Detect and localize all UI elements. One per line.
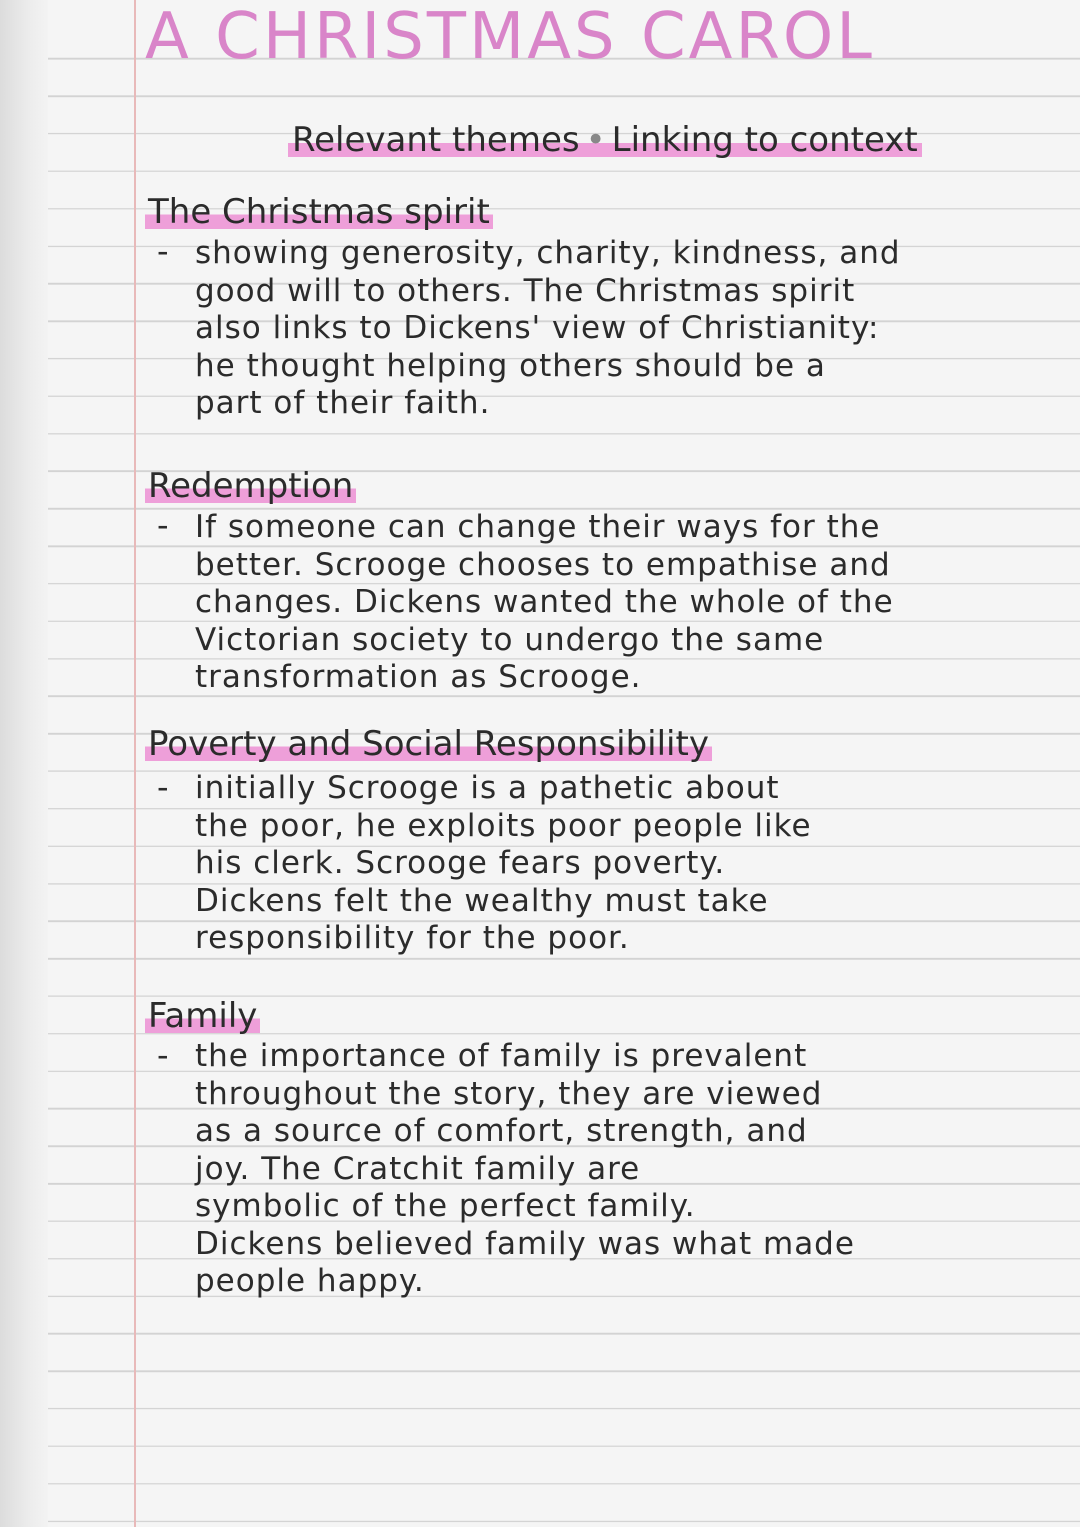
notebook-spine bbox=[0, 0, 48, 1527]
text-line: symbolic of the perfect family. bbox=[195, 1188, 696, 1224]
text-line: throughout the story, they are viewed bbox=[195, 1075, 823, 1112]
text-line: joy. The Cratchit family are bbox=[195, 1150, 641, 1187]
text-line: people happy. bbox=[195, 1263, 425, 1299]
text-line: Dickens felt the wealthy must take bbox=[195, 882, 769, 919]
bullet-family: - bbox=[157, 1036, 169, 1074]
page-title: A CHRISTMAS CAROL bbox=[145, 0, 875, 74]
text-line: the importance of family is prevalent bbox=[195, 1038, 808, 1074]
text-line: as a source of comfort, strength, and bbox=[195, 1113, 808, 1149]
text-line: Dickens believed family was what made bbox=[195, 1225, 855, 1262]
subtitle bbox=[288, 120, 922, 160]
text-line: the poor, he exploits poor people like bbox=[195, 807, 812, 844]
heading-family: Family bbox=[145, 996, 260, 1036]
text-christmas-spirit bbox=[195, 235, 901, 423]
text-line: also links to Dickens' view of Christianity: bbox=[195, 310, 880, 346]
text-line: showing generosity, charity, kindness, and bbox=[195, 235, 901, 271]
subtitle-themes: Relevant themes bbox=[292, 120, 580, 160]
text-family bbox=[195, 1038, 855, 1301]
text-line: changes. Dickens wanted the whole of the bbox=[195, 584, 894, 620]
text-line: part of their faith. bbox=[195, 385, 491, 421]
text-line: initially Scrooge is a pathetic about bbox=[195, 770, 780, 806]
text-redemption bbox=[195, 509, 894, 697]
bullet-poverty: - bbox=[157, 768, 169, 806]
subtitle-separator: • bbox=[585, 120, 606, 160]
bullet-christmas-spirit: - bbox=[157, 232, 169, 270]
text-line: his clerk. Scrooge fears poverty. bbox=[195, 845, 726, 881]
heading-christmas-spirit: The Christmas spirit bbox=[145, 192, 493, 232]
text-poverty bbox=[195, 770, 812, 958]
bullet-redemption: - bbox=[157, 506, 169, 544]
text-line: transformation as Scrooge. bbox=[195, 659, 642, 695]
text-line: responsibility for the poor. bbox=[195, 920, 630, 956]
heading-redemption: Redemption bbox=[145, 466, 356, 506]
text-line: good will to others. The Christmas spirit bbox=[195, 272, 856, 309]
margin-line bbox=[134, 0, 136, 1527]
text-line: better. Scrooge chooses to empathise and bbox=[195, 546, 891, 583]
text-line: he thought helping others should be a bbox=[195, 347, 826, 384]
subtitle-context: Linking to context bbox=[611, 120, 918, 160]
heading-poverty-social-responsibility: Poverty and Social Responsibility bbox=[145, 724, 712, 764]
text-line: If someone can change their ways for the bbox=[195, 509, 881, 545]
text-line: Victorian society to undergo the same bbox=[195, 621, 825, 658]
